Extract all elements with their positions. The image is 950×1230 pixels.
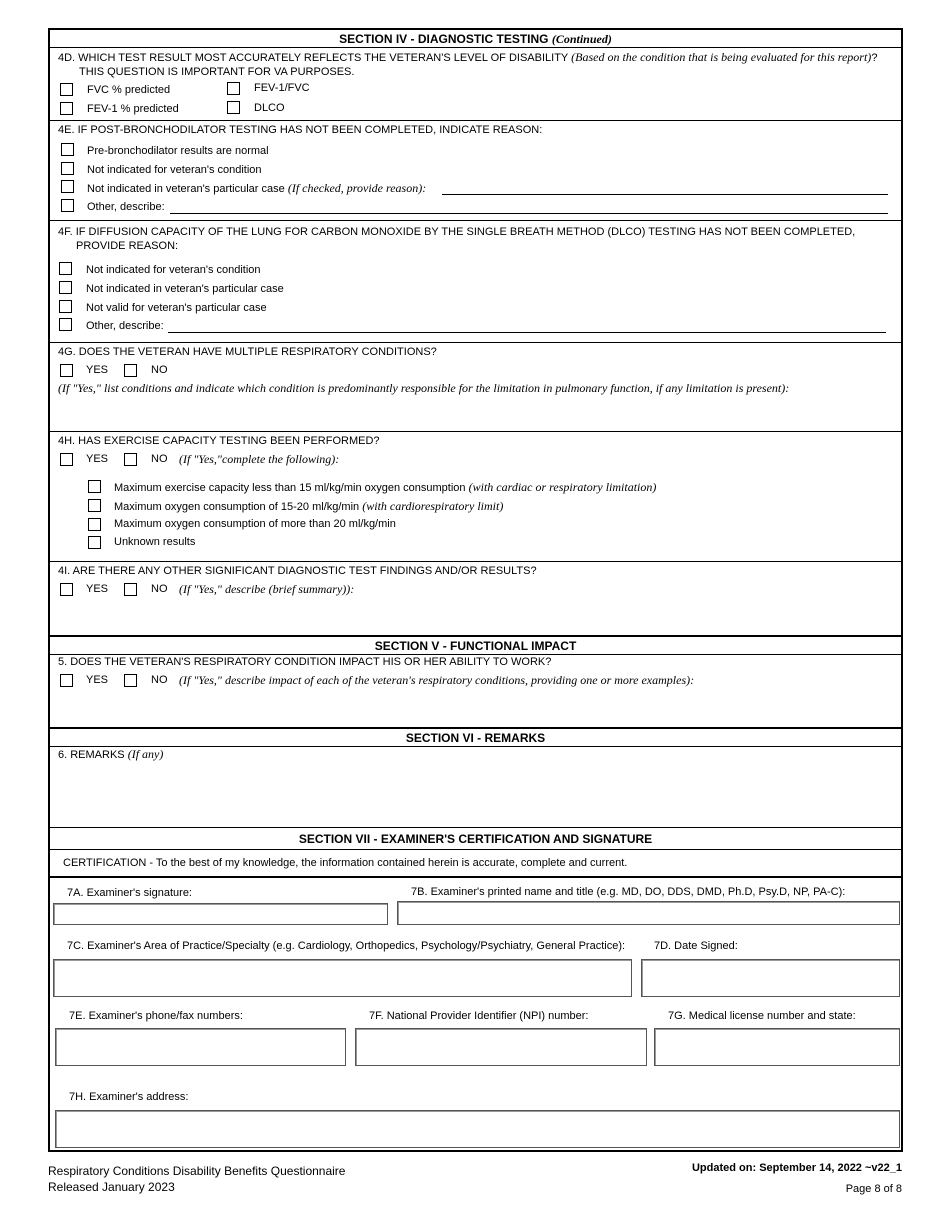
remarks-italic: (If any) (127, 747, 164, 761)
5-yes-label: YES (86, 674, 109, 686)
specialty-field[interactable] (53, 959, 632, 997)
question-4d-line1: 4D. WHICH TEST RESULT MOST ACCURATELY REFLECTS THE VETERAN'S LEVEL OF DISABILITY (58, 52, 569, 64)
4e-other-label: Other, describe: (87, 201, 165, 213)
section-vi-title: SECTION VI - REMARKS (50, 729, 901, 747)
question-4g (50, 342, 901, 431)
4f-not-indicated-case-label: Not indicated in veteran's particular case (86, 283, 284, 295)
4i-instruction: (If "Yes," describe (brief summary)): (179, 582, 355, 596)
fev1-fvc-checkbox[interactable] (227, 82, 240, 95)
dlco-label: DLCO (254, 102, 285, 114)
date-signed-label: 7D. Date Signed: (654, 940, 738, 952)
question-4d (50, 48, 901, 120)
4h-no-label: NO (151, 453, 168, 465)
phone-fax-field[interactable] (55, 1028, 346, 1066)
section-v-title: SECTION V - FUNCTIONAL IMPACT (50, 637, 901, 655)
question-4d-italic: (Based on the condition that is being evaluated for this report) (571, 50, 872, 64)
4e-not-indicated-case-italic: (If checked, provide reason): (287, 181, 427, 195)
specialty-label: 7C. Examiner's Area of Practice/Specialty (e.g. Cardiology, Orthopedics, Psychology/Psychiatry, General Practice): (67, 940, 626, 952)
npi-label: 7F. National Provider Identifier (NPI) number: (369, 1010, 589, 1022)
npi-field[interactable] (355, 1028, 647, 1066)
4f-other-checkbox[interactable] (59, 318, 72, 331)
certification-row (50, 849, 901, 878)
footer-page-number: Page 8 of 8 (845, 1183, 902, 1195)
4h-unknown-results-checkbox[interactable] (88, 536, 101, 549)
4h-oxygen-15-20-italic: (with cardiorespiratory limit) (362, 499, 504, 513)
4e-other-line[interactable] (170, 213, 888, 214)
5-no-label: NO (151, 674, 168, 686)
4h-instruction: (If "Yes,"complete the following): (179, 452, 340, 466)
question-4e (50, 120, 901, 220)
4h-max-exercise-text: Maximum exercise capacity less than 15 ml/kg/min oxygen consumption (114, 482, 466, 494)
section-vii-header-row (50, 827, 901, 849)
4g-yes-label: YES (86, 364, 109, 376)
4g-yes-checkbox[interactable] (60, 364, 73, 377)
4h-oxygen-over-20-checkbox[interactable] (88, 518, 101, 531)
4f-not-indicated-condition-checkbox[interactable] (59, 262, 72, 275)
question-4e-text: 4E. IF POST-BRONCHODILATOR TESTING HAS NOT BEEN COMPLETED, INDICATE REASON: (58, 124, 543, 136)
4h-oxygen-15-20-text: Maximum oxygen consumption of 15-20 ml/kg/min (114, 501, 360, 513)
fev1-predicted-label: FEV-1 % predicted (87, 103, 179, 115)
4h-yes-label: YES (86, 453, 109, 465)
license-label: 7G. Medical license number and state: (668, 1010, 856, 1022)
footer-updated: Updated on: September 14, 2022 ~v22_1 (691, 1162, 902, 1174)
date-signed-field[interactable] (641, 959, 900, 997)
section-v-header-row (50, 635, 901, 653)
4f-not-indicated-case-checkbox[interactable] (59, 281, 72, 294)
question-4f-line1: 4F. IF DIFFUSION CAPACITY OF THE LUNG FOR CARBON MONOXIDE BY THE SINGLE BREATH METHOD (DLCO) TESTING HAS NOT BEEN COMPLETED, (58, 226, 856, 238)
pre-bronchodilator-normal-label: Pre-bronchodilator results are normal (87, 145, 269, 157)
4e-not-indicated-case-text: Not indicated in veteran's particular case (87, 183, 285, 195)
license-field[interactable] (654, 1028, 900, 1066)
4h-max-exercise-label (114, 480, 656, 495)
signature-field[interactable] (53, 903, 388, 925)
4f-not-indicated-condition-label: Not indicated for veteran's condition (86, 264, 261, 276)
4h-no-checkbox[interactable] (124, 453, 137, 466)
fvc-predicted-label: FVC % predicted (87, 84, 171, 96)
question-4i-text: 4I. ARE THERE ANY OTHER SIGNIFICANT DIAGNOSTIC TEST FINDINGS AND/OR RESULTS? (58, 565, 537, 577)
4g-instruction: (If "Yes," list conditions and indicate which condition is predominantly responsible for the limitation in pulmonary function, if any limitation is present): (58, 381, 790, 395)
question-4f-line2: PROVIDE REASON: (76, 240, 179, 252)
4i-yes-label: YES (86, 583, 109, 595)
section-vi-header-row (50, 727, 901, 745)
signature-label: 7A. Examiner's signature: (67, 887, 192, 899)
section-iv-continued: (Continued) (551, 32, 612, 46)
4e-not-indicated-condition-checkbox[interactable] (61, 162, 74, 175)
4e-other-checkbox[interactable] (61, 199, 74, 212)
fvc-predicted-checkbox[interactable] (60, 83, 73, 96)
question-4d-qmark: ? (871, 52, 878, 64)
5-instruction: (If "Yes," describe impact of each of the veteran's respiratory conditions, providing one or more examples): (179, 673, 695, 687)
4h-oxygen-15-20-label (114, 499, 503, 514)
4e-not-indicated-condition-label: Not indicated for veteran's condition (87, 164, 262, 176)
address-label: 7H. Examiner's address: (69, 1091, 189, 1103)
question-4h-text: 4H. HAS EXERCISE CAPACITY TESTING BEEN PERFORMED? (58, 435, 380, 447)
question-4f-text (58, 225, 855, 253)
4f-other-label: Other, describe: (86, 320, 164, 332)
address-field[interactable] (55, 1110, 900, 1148)
4h-max-exercise-checkbox[interactable] (88, 480, 101, 493)
question-5 (50, 653, 901, 727)
printed-name-label: 7B. Examiner's printed name and title (e.g. MD, DO, DDS, DMD, Ph.D, Psy.D, NP, PA-C): (411, 886, 846, 898)
pre-bronchodilator-normal-checkbox[interactable] (61, 143, 74, 156)
4e-reason-line[interactable] (442, 194, 888, 195)
4f-not-valid-case-checkbox[interactable] (59, 300, 72, 313)
remarks-label (58, 747, 163, 762)
5-no-checkbox[interactable] (124, 674, 137, 687)
remarks-block[interactable] (50, 745, 901, 827)
footer-released: Released January 2023 (48, 1180, 175, 1194)
dlco-checkbox[interactable] (227, 101, 240, 114)
4g-no-checkbox[interactable] (124, 364, 137, 377)
4i-no-label: NO (151, 583, 168, 595)
4h-oxygen-over-20-label: Maximum oxygen consumption of more than 20 ml/kg/min (114, 518, 396, 530)
4h-yes-checkbox[interactable] (60, 453, 73, 466)
section-vii-title: SECTION VII - EXAMINER'S CERTIFICATION AND SIGNATURE (50, 828, 901, 850)
question-4f (50, 220, 901, 342)
fev1-predicted-checkbox[interactable] (60, 102, 73, 115)
questionnaire-form (48, 28, 903, 1152)
question-5-text: 5. DOES THE VETERAN'S RESPIRATORY CONDITION IMPACT HIS OR HER ABILITY TO WORK? (58, 656, 552, 668)
4e-not-indicated-case-label (87, 181, 426, 196)
section-iv-title: SECTION IV - DIAGNOSTIC TESTING (339, 32, 549, 46)
certification-text: CERTIFICATION - To the best of my knowledge, the information contained herein is accurate, complete and current. (63, 857, 628, 869)
5-yes-checkbox[interactable] (60, 674, 73, 687)
4i-yes-checkbox[interactable] (60, 583, 73, 596)
4h-unknown-results-label: Unknown results (114, 536, 196, 548)
question-4d-text (58, 50, 877, 79)
phone-fax-label: 7E. Examiner's phone/fax numbers: (69, 1010, 243, 1022)
4h-max-exercise-italic: (with cardiac or respiratory limitation) (468, 480, 657, 494)
4f-other-line[interactable] (168, 332, 886, 333)
question-4h (50, 431, 901, 561)
question-4g-text: 4G. DOES THE VETERAN HAVE MULTIPLE RESPIRATORY CONDITIONS? (58, 346, 437, 358)
4e-not-indicated-case-checkbox[interactable] (61, 180, 74, 193)
4i-no-checkbox[interactable] (124, 583, 137, 596)
question-4d-line2: THIS QUESTION IS IMPORTANT FOR VA PURPOSES. (79, 66, 355, 78)
fev1-fvc-label: FEV-1/FVC (254, 82, 310, 94)
section-iv-header (50, 30, 901, 48)
remarks-text: 6. REMARKS (58, 749, 125, 761)
4f-not-valid-case-label: Not valid for veteran's particular case (86, 302, 267, 314)
question-4i (50, 561, 901, 635)
footer-form-name: Respiratory Conditions Disability Benefits Questionnaire (48, 1164, 346, 1178)
4h-oxygen-15-20-checkbox[interactable] (88, 499, 101, 512)
printed-name-field[interactable] (397, 901, 900, 925)
4g-no-label: NO (151, 364, 168, 376)
